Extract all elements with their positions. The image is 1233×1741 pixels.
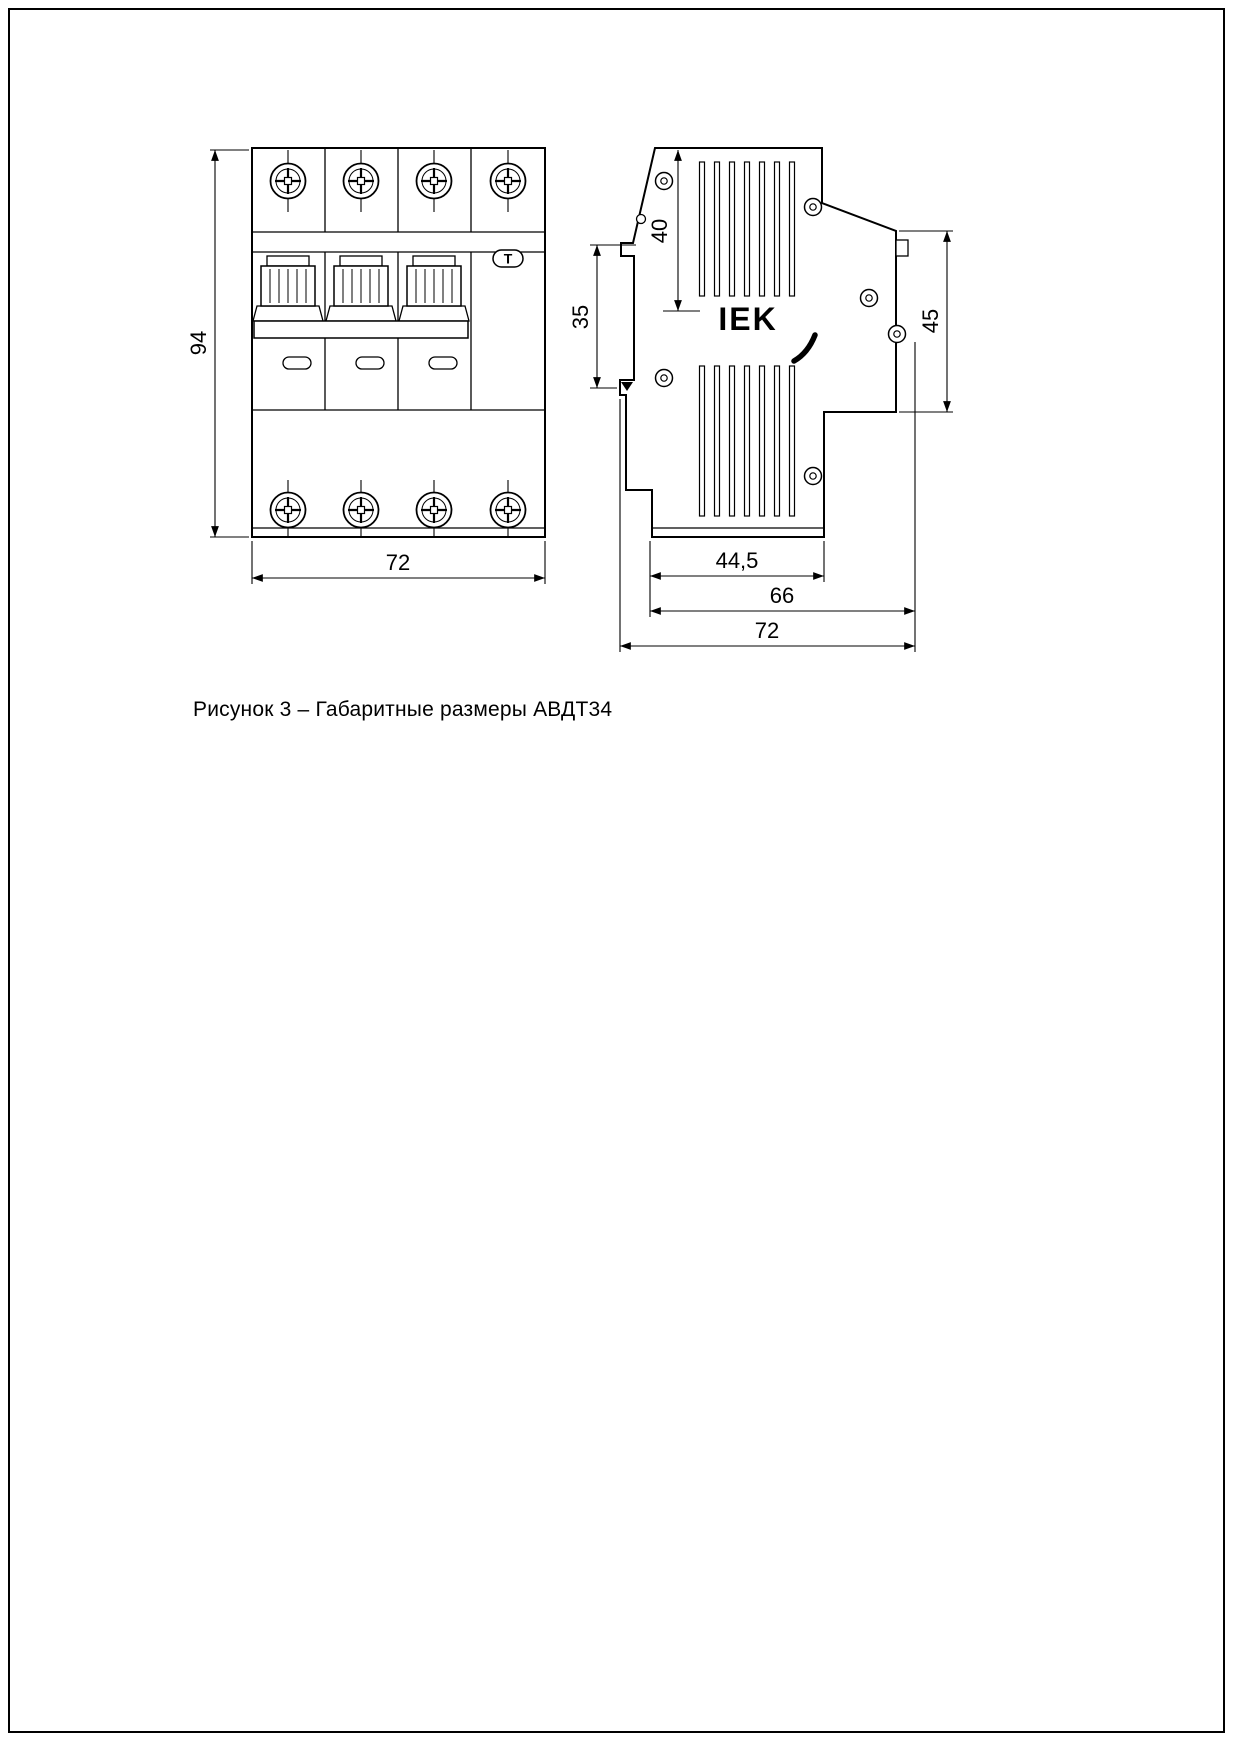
toggle-handle	[253, 256, 323, 321]
vent-slot	[700, 162, 705, 296]
dim-72-side	[620, 399, 915, 652]
dim-label-72-side: 72	[754, 618, 780, 643]
screw-icon	[491, 164, 526, 199]
dimension-drawing	[0, 0, 1233, 770]
indicator-slot	[283, 357, 311, 369]
dim-label-72-front: 72	[385, 550, 411, 575]
vent-slot	[760, 366, 765, 516]
toggle-handle	[399, 256, 469, 321]
vent-slot	[790, 162, 795, 296]
iek-logo: IEK	[718, 301, 778, 337]
dim-66	[650, 342, 915, 652]
dim-45	[899, 231, 953, 412]
screw-icon	[344, 493, 379, 528]
test-button	[493, 250, 523, 267]
vent-slot	[790, 366, 795, 516]
test-button-label: Т	[503, 250, 513, 267]
toggle-crossbar	[254, 321, 468, 338]
front-view	[252, 148, 545, 537]
screw-icon	[805, 199, 822, 216]
dim-label-66: 66	[769, 583, 795, 608]
vent-slot	[730, 366, 735, 516]
vent-slot	[775, 366, 780, 516]
screw-icon	[344, 164, 379, 199]
figure-caption: Рисунок 3 – Габаритные размеры АВДТ34	[193, 698, 613, 721]
indicator-slot	[429, 357, 457, 369]
vent-slot	[775, 162, 780, 296]
side-body-outline	[620, 148, 896, 537]
screw-icon	[417, 493, 452, 528]
dim-40	[647, 150, 700, 311]
vent-slot	[715, 162, 720, 296]
dim-label-44-5: 44,5	[715, 548, 759, 573]
dim-44-5	[650, 541, 824, 617]
dim-35	[568, 245, 636, 388]
toggle-lever	[794, 335, 815, 361]
din-clip-marker	[621, 382, 633, 391]
screw-icon	[656, 370, 673, 387]
screw-icon	[491, 493, 526, 528]
terminal-notch	[896, 240, 908, 256]
screw-icon	[805, 468, 822, 485]
side-view	[620, 148, 908, 537]
mounting-hole	[637, 215, 646, 224]
dim-width-72-front	[252, 541, 545, 584]
vent-slot	[745, 162, 750, 296]
screw-icon	[271, 164, 306, 199]
dim-height-94	[186, 150, 249, 537]
dim-label-94: 94	[186, 330, 211, 356]
screw-icon	[656, 173, 673, 190]
vent-slot	[760, 162, 765, 296]
screw-icon	[417, 164, 452, 199]
dim-label-45: 45	[918, 308, 943, 334]
screw-icon	[861, 290, 878, 307]
indicator-slot	[356, 357, 384, 369]
dim-label-35: 35	[568, 304, 593, 330]
terminal-screw-icon	[889, 326, 906, 343]
vent-slot	[745, 366, 750, 516]
dim-label-40: 40	[647, 218, 672, 244]
vent-slot	[730, 162, 735, 296]
screw-icon	[271, 493, 306, 528]
vent-slot	[715, 366, 720, 516]
vent-slot	[700, 366, 705, 516]
dimensions	[186, 150, 953, 652]
toggle-handle	[326, 256, 396, 321]
